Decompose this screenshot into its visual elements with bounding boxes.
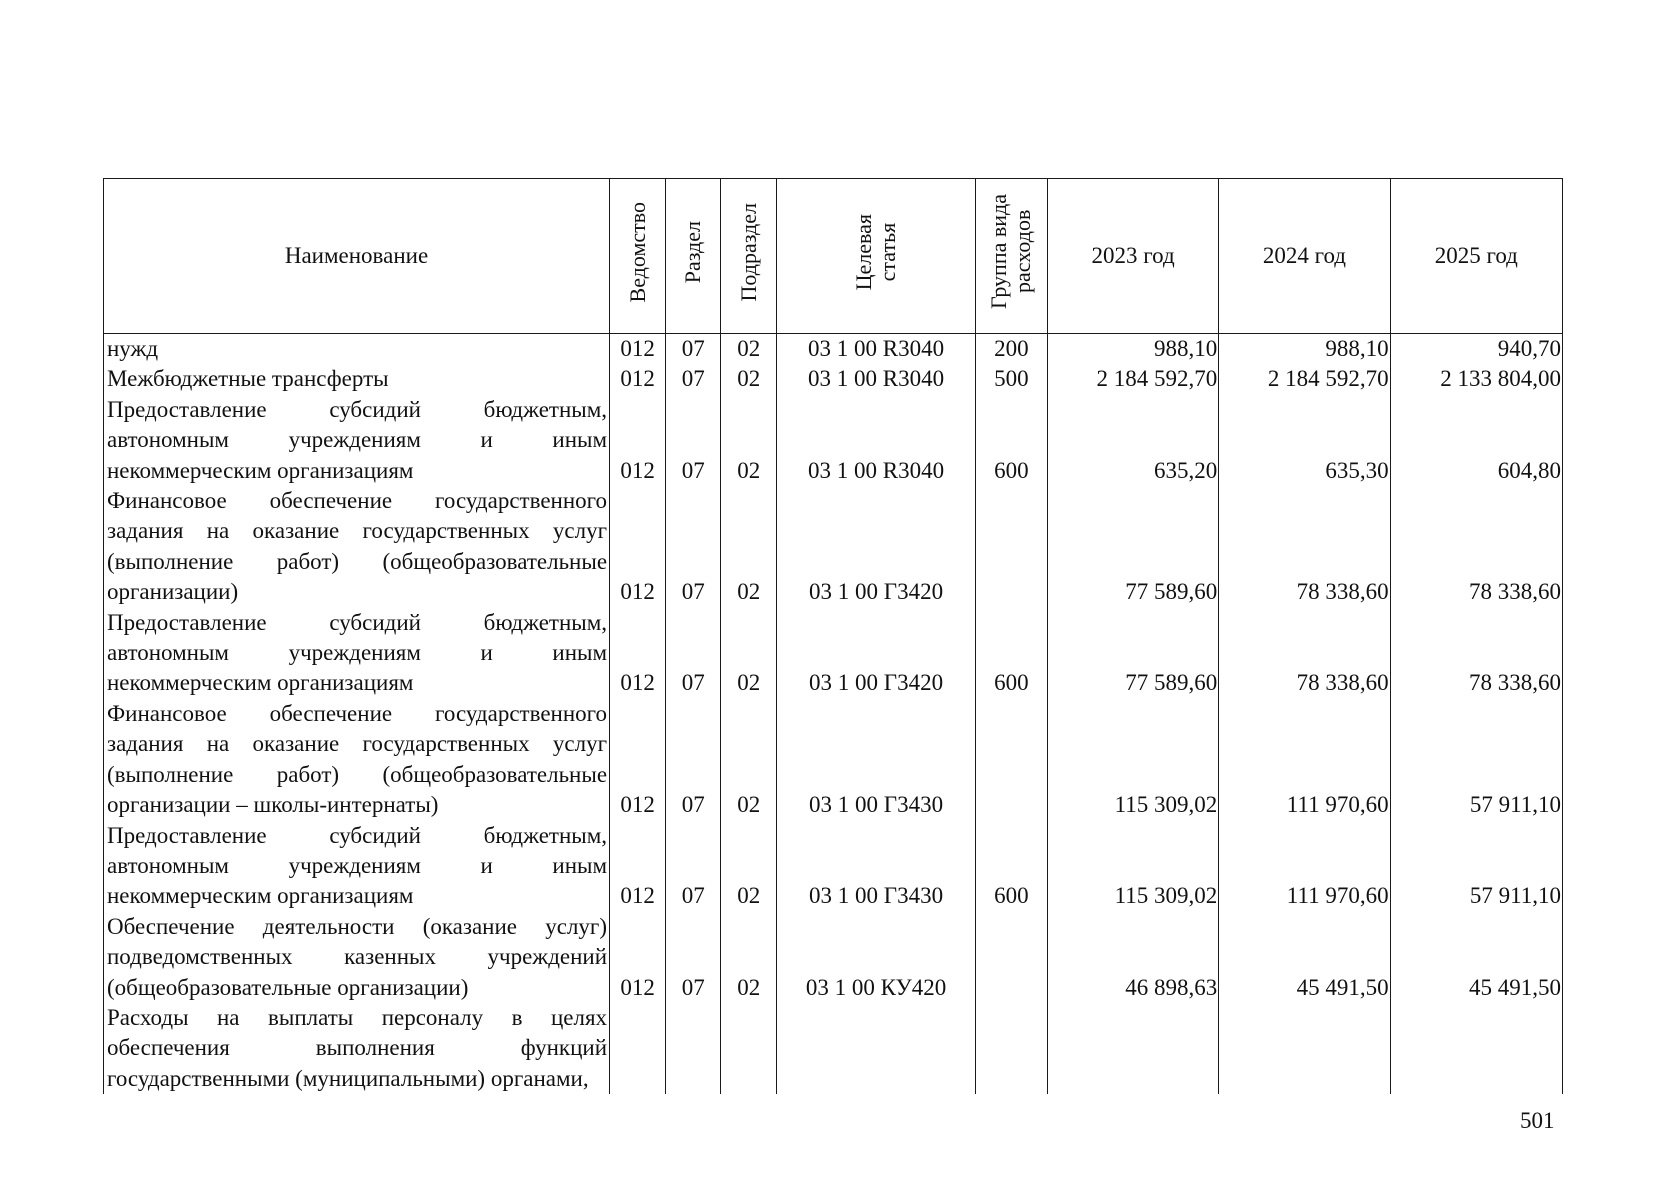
row-celevaya-statya bbox=[777, 1003, 975, 1094]
row-gruppa bbox=[975, 912, 1047, 1003]
header-celevaya-statya-label: Целевая статья bbox=[851, 213, 901, 290]
row-value-2023: 635,20 bbox=[1047, 395, 1218, 486]
row-razdel bbox=[666, 1003, 721, 1094]
row-name: Финансовое обеспечение государственного задания на оказание государственных услуг (выполнение работ) (общеобразовательные организации – школы-интернаты) bbox=[104, 699, 610, 821]
row-value-2024: 45 491,50 bbox=[1219, 912, 1390, 1003]
row-celevaya-statya: 03 1 00 R3040 bbox=[777, 334, 975, 365]
row-name: Финансовое обеспечение государственного задания на оказание государственных услуг (выполнение работ) (общеобразовательные организации) bbox=[104, 486, 610, 608]
row-value-2024: 78 338,60 bbox=[1219, 486, 1390, 608]
row-razdel: 07 bbox=[666, 699, 721, 821]
row-name: Предоставление субсидий бюджетным, автономным учреждениям и иным некоммерческим организациям bbox=[104, 395, 610, 486]
row-name: Предоставление субсидий бюджетным, автономным учреждениям и иным некоммерческим организациям bbox=[104, 821, 610, 912]
row-value-2025: 940,70 bbox=[1390, 334, 1562, 365]
row-podrazdel: 02 bbox=[721, 608, 777, 699]
row-celevaya-statya: 03 1 00 R3040 bbox=[777, 395, 975, 486]
table-row bbox=[104, 912, 1563, 1003]
row-celevaya-statya: 03 1 00 КУ420 bbox=[777, 912, 975, 1003]
row-gruppa bbox=[975, 1003, 1047, 1094]
header-podrazdel bbox=[721, 179, 777, 334]
row-name: Обеспечение деятельности (оказание услуг) подведомственных казенных учреждений (общеобразовательные организации) bbox=[104, 912, 610, 1003]
table-row bbox=[104, 821, 1563, 912]
row-value-2025: 78 338,60 bbox=[1390, 608, 1562, 699]
table-row bbox=[104, 395, 1563, 486]
row-podrazdel: 02 bbox=[721, 395, 777, 486]
header-year-2024: 2024 год bbox=[1219, 179, 1390, 334]
row-razdel: 07 bbox=[666, 608, 721, 699]
row-gruppa: 600 bbox=[975, 821, 1047, 912]
row-name: Межбюджетные трансферты bbox=[104, 364, 610, 394]
row-vedomstvo: 012 bbox=[610, 608, 666, 699]
row-razdel: 07 bbox=[666, 912, 721, 1003]
page-number: 501 bbox=[1520, 1108, 1555, 1133]
table-row bbox=[104, 486, 1563, 608]
row-vedomstvo: 012 bbox=[610, 395, 666, 486]
row-podrazdel: 02 bbox=[721, 486, 777, 608]
table-row bbox=[104, 364, 1563, 394]
header-gruppa-vida-rashodov-label: Группа вида расходов bbox=[986, 194, 1036, 310]
row-value-2023: 115 309,02 bbox=[1047, 821, 1218, 912]
header-gruppa-vida-rashodov bbox=[975, 179, 1047, 334]
row-value-2023: 77 589,60 bbox=[1047, 608, 1218, 699]
header-vedomstvo bbox=[610, 179, 666, 334]
row-podrazdel: 02 bbox=[721, 364, 777, 394]
row-value-2024: 78 338,60 bbox=[1219, 608, 1390, 699]
row-razdel: 07 bbox=[666, 486, 721, 608]
header-razdel bbox=[666, 179, 721, 334]
table-row bbox=[104, 699, 1563, 821]
row-vedomstvo: 012 bbox=[610, 334, 666, 365]
row-value-2023: 77 589,60 bbox=[1047, 486, 1218, 608]
row-value-2024 bbox=[1219, 1003, 1390, 1094]
header-name: Наименование bbox=[104, 179, 610, 334]
row-value-2025 bbox=[1390, 1003, 1562, 1094]
row-celevaya-statya: 03 1 00 Г3430 bbox=[777, 699, 975, 821]
row-value-2025: 57 911,10 bbox=[1390, 699, 1562, 821]
row-name: нужд bbox=[104, 334, 610, 365]
row-name: Расходы на выплаты персоналу в целях обеспечения выполнения функций государственными (муниципальными) органами, bbox=[104, 1003, 610, 1094]
row-celevaya-statya: 03 1 00 Г3420 bbox=[777, 486, 975, 608]
row-vedomstvo: 012 bbox=[610, 486, 666, 608]
row-vedomstvo: 012 bbox=[610, 821, 666, 912]
row-vedomstvo bbox=[610, 1003, 666, 1094]
table-row bbox=[104, 1003, 1563, 1094]
table-body bbox=[104, 334, 1563, 1095]
row-value-2023: 115 309,02 bbox=[1047, 699, 1218, 821]
row-celevaya-statya: 03 1 00 R3040 bbox=[777, 364, 975, 394]
row-gruppa bbox=[975, 699, 1047, 821]
header-year-2023: 2023 год bbox=[1047, 179, 1218, 334]
row-razdel: 07 bbox=[666, 395, 721, 486]
row-value-2025: 2 133 804,00 bbox=[1390, 364, 1562, 394]
header-vedomstvo-label: Ведомство bbox=[624, 201, 650, 303]
row-razdel: 07 bbox=[666, 821, 721, 912]
row-value-2024: 111 970,60 bbox=[1219, 821, 1390, 912]
row-razdel: 07 bbox=[666, 364, 721, 394]
row-vedomstvo: 012 bbox=[610, 699, 666, 821]
row-value-2024: 635,30 bbox=[1219, 395, 1390, 486]
row-value-2025: 45 491,50 bbox=[1390, 912, 1562, 1003]
table-header bbox=[104, 179, 1563, 334]
row-podrazdel: 02 bbox=[721, 912, 777, 1003]
header-podrazdel-label: Подраздел bbox=[735, 202, 761, 302]
row-podrazdel: 02 bbox=[721, 699, 777, 821]
row-value-2025: 57 911,10 bbox=[1390, 821, 1562, 912]
header-razdel-label: Раздел bbox=[680, 220, 706, 283]
row-podrazdel bbox=[721, 1003, 777, 1094]
row-gruppa: 600 bbox=[975, 395, 1047, 486]
row-podrazdel: 02 bbox=[721, 821, 777, 912]
row-name: Предоставление субсидий бюджетным, автономным учреждениям и иным некоммерческим организациям bbox=[104, 608, 610, 699]
row-value-2025: 604,80 bbox=[1390, 395, 1562, 486]
row-value-2025: 78 338,60 bbox=[1390, 486, 1562, 608]
row-value-2023: 46 898,63 bbox=[1047, 912, 1218, 1003]
row-value-2024: 988,10 bbox=[1219, 334, 1390, 365]
row-celevaya-statya: 03 1 00 Г3420 bbox=[777, 608, 975, 699]
budget-table bbox=[103, 178, 1563, 1094]
row-gruppa: 500 bbox=[975, 364, 1047, 394]
row-value-2023 bbox=[1047, 1003, 1218, 1094]
row-value-2024: 2 184 592,70 bbox=[1219, 364, 1390, 394]
row-vedomstvo: 012 bbox=[610, 364, 666, 394]
table-row bbox=[104, 608, 1563, 699]
row-value-2023: 2 184 592,70 bbox=[1047, 364, 1218, 394]
row-razdel: 07 bbox=[666, 334, 721, 365]
header-year-2025: 2025 год bbox=[1390, 179, 1562, 334]
row-gruppa bbox=[975, 486, 1047, 608]
row-gruppa: 600 bbox=[975, 608, 1047, 699]
row-value-2024: 111 970,60 bbox=[1219, 699, 1390, 821]
row-celevaya-statya: 03 1 00 Г3430 bbox=[777, 821, 975, 912]
row-vedomstvo: 012 bbox=[610, 912, 666, 1003]
row-value-2023: 988,10 bbox=[1047, 334, 1218, 365]
row-gruppa: 200 bbox=[975, 334, 1047, 365]
table-row bbox=[104, 334, 1563, 365]
header-celevaya-statya bbox=[777, 179, 975, 334]
row-podrazdel: 02 bbox=[721, 334, 777, 365]
